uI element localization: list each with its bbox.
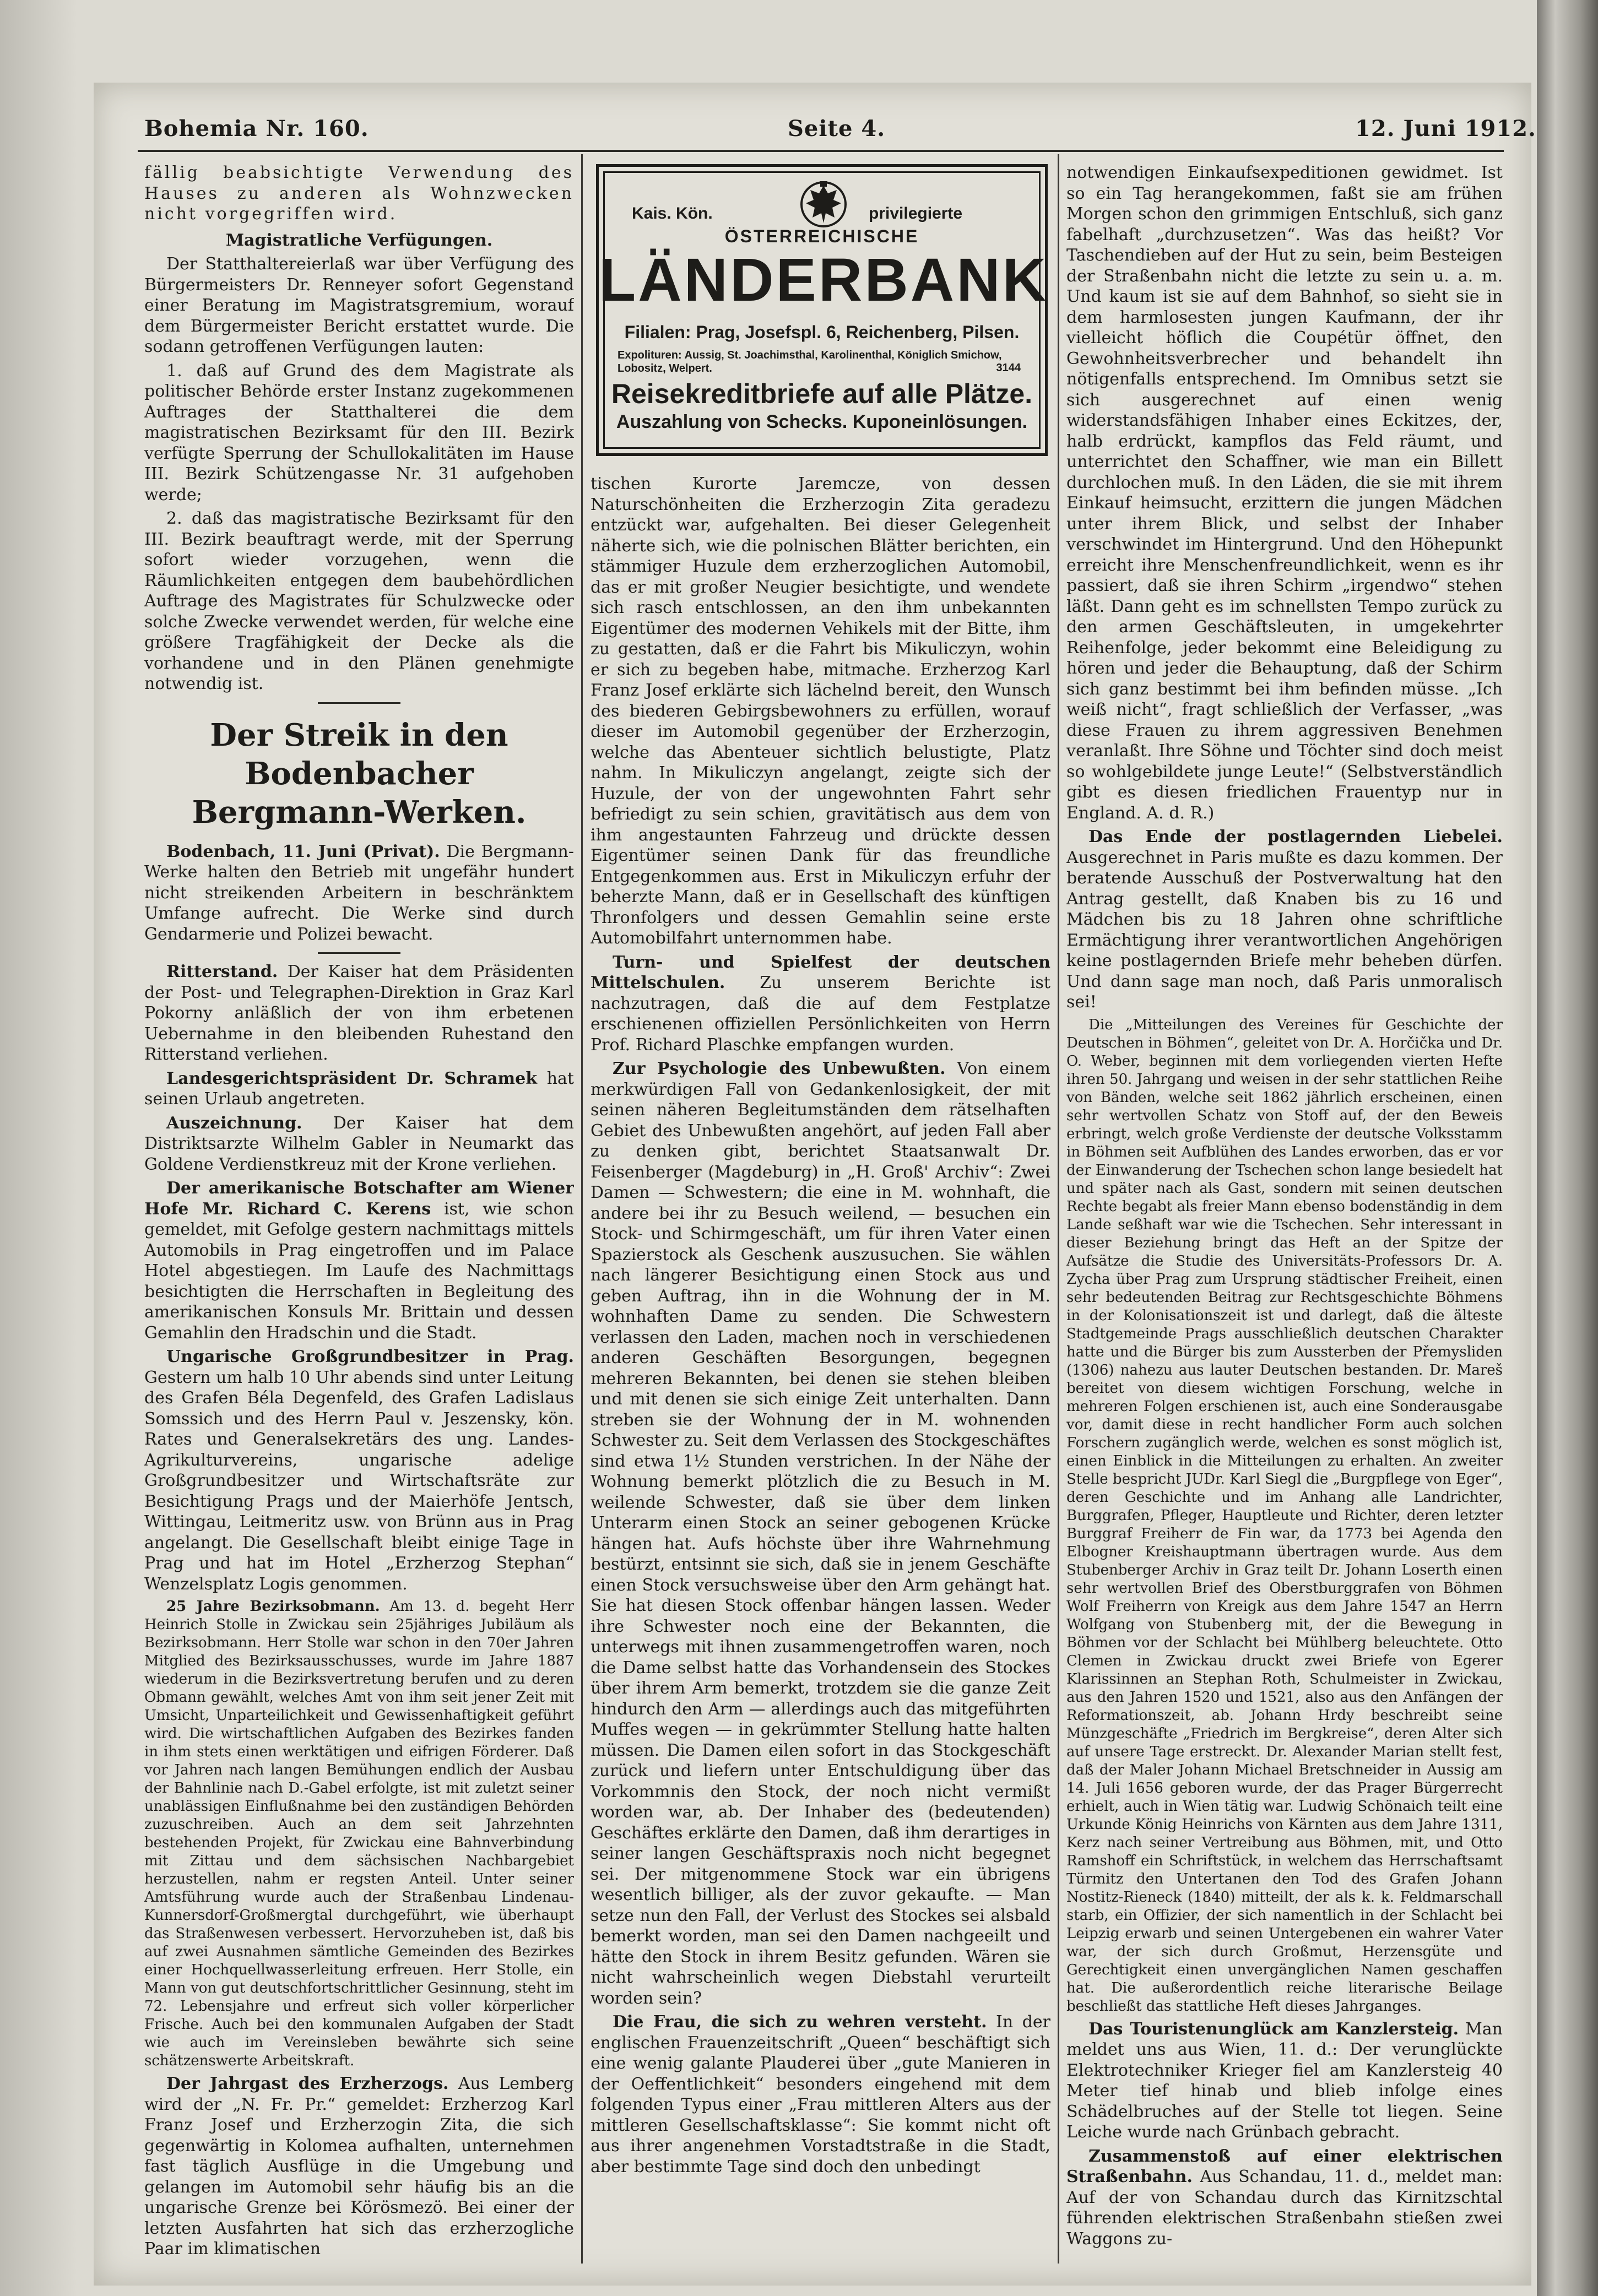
- running-head-page: Seite 4.: [788, 116, 886, 142]
- article-lead: Landesgerichtspräsident Dr. Schramek: [166, 1068, 537, 1088]
- ad-subline: Auszahlung von Schecks. Kuponeinlösungen.: [616, 411, 1028, 432]
- ad-bank-kind: ÖSTERREICHISCHE: [724, 226, 919, 246]
- article-body: Ausgerechnet in Paris mußte es dazu kommen. Der beratende Ausschuß der Postverwaltung hat den Antrag gestellt, daß Knaben bis zu 16 und Mädchen bis zu 18 Jahren ohne schriftliche Ermächtigung ihrer verantwortlichen Angehörigen keine postlagernden Briefe mehr beheben dürfen. Und dann sage man noch, daß Paris unmoralisch sei!: [1066, 848, 1503, 1012]
- headline: [144, 716, 574, 832]
- article-lead: Bodenbach, 11. Juni (Privat).: [166, 842, 440, 861]
- article-text: [144, 1178, 574, 1343]
- article-text: fällig beabsichtigte Verwendung des Hauses zu anderen als Wohnzwecken nicht vorgegriffen wird.: [144, 163, 574, 224]
- article-text: tischen Kurorte Jaremcze, von dessen Naturschönheiten die Erzherzogin Zita geradezu entzückt war, aufgehalten. Bei dieser Gelegenheit näherte sich, wie die polnischen Blätter berichten, ein stämmiger Huzule dem erzherzoglichen Automobil, das er mit großer Neugier besichtigte, und wendete sich rasch entschlossen, an den ihm unbekannten Eigentümer des modernen Vehikels mit der Bitte, ihm zu gestatten, daß er die Fahrt bis Mikuliczyn, wohin er sich zu begeben habe, mitmache. Erzherzog Karl Franz Josef erklärte sich lächelnd bereit, den Wunsch des biederen Gebirgsbewohners zu erfüllen, worauf dieser im Automobil gegenüber der Erzherzogin, welche das Abenteuer sichtlich belustigte, Platz nahm. In Mikuliczyn angelangt, zeigte sich der Huzule, der von der ungewohnten Fahrt sehr befriedigt zu sein schien, gravitätisch aus dem von ihm angestaunten Fahrzeug und drückte dessen Eigentümer seinen Dank für das freundliche Entgegenkommen aus. Erst in Mikuliczyn erfuhr der beherzte Mann, daß er in Gesellschaft des künftigen Thronfolgers und dessen Gemahlin seine erste Automobilfahrt unternommen habe.: [591, 474, 1050, 948]
- ad-expositures: Expolituren: Aussig, St. Joachimsthal, Karolinenthal, Königlich Smichow, Lobositz, Welpert.: [617, 349, 1002, 374]
- article-text: Die „Mitteilungen des Vereines für Geschichte der Deutschen in Böhmen“, geleitet von Dr. A. Horčička und Dr. O. Weber, beginnen mit dem vorliegenden vierten Hefte ihren 50. Jahrgang und weisen in der sehr stattlichen Reihe von Bänden, welche seit 1862 jährlich erscheinen, einen sehr wertvollen Schatz von Stoff auf, der den Beweis erbringt, welch große Verdienste der deutsche Volksstamm in Böhmen seit Aufblühen des Landes erworben, das er vor der Einwanderung der Tschechen schon lange besiedelt hat und später nach als Gast, sondern mit seinen deutschen Rechte begabt als freier Mann ebenso bodenständig in dem Lande seßhaft war wie die Tschechen. Sehr interessant in dieser Beziehung bringt das Heft an der Spitze der Aufsätze die Studie des Universitäts-Professors Dr. A. Zycha über Prag zum Ursprung städtischer Freiheit, einen sehr bedeutenden Beitrag zur Rechtsgeschichte Böhmens in der Kolonisationszeit ist und darlegt, daß die älteste Stadtgemeinde Prags ausschließlich deutschen Charakter hatte und die Bürger bis zum Aussterben der Přemysliden (1306) nahezu aus lauter Deutschen bestanden. Dr. Mareš bereitet von diesem wichtigen Forschung, welche in mehreren Folgen erschienen ist, auch eine Sonderausgabe vor, damit diese in recht handlicher Form auch solchen Forschern zugänglich werde, welchen es sonst möglich ist, einen Einblick in die Mitteilungen zu erhalten. An zweiter Stelle bespricht JUDr. Karl Siegl die „Burgpflege von Eger“, deren Geschichte und im Anhang alle Landrichter, Burggrafen, Pfleger, Hauptleute und Richter, deren letzter Burggraf Freiherr de Fin war, da 1773 bei Agenda den Elbogner Kreishauptmann übertragen wurde. Aus dem Stubenberger Archiv in Graz teilt Dr. Johann Loserth einen sehr wertvollen Brief des Oberstburggrafen von Böhmen Wolf Freiherrn von Kreigk aus dem Jahre 1547 an Herrn Wolfgang von Stubenberg mit, der die Bewegung in Böhmen vor der Schlacht bei Mühlberg beleuchtete. Otto Clemen in Zwickau druckt zwei Briefe von Egerer Klarissinnen an Stephan Roth, Schulmeister in Zwickau, aus den Jahren 1520 und 1521, also aus den Anfängen der Reformationszeit, ab. Johann Hrdy beschreibt seine Münzgeschäfte „Friedrich im Bergkreise“, deren Alter sich auf unsere Tage erstreckt. Dr. Alexander Marian stellt fest, daß der Maler Johann Michael Bretschneider in Aussig am 14. Juli 1656 geboren wurde, der das Prager Bürgerrecht erhielt, auch in Wien tätig war. Ludwig Schönaich teilt eine Urkunde König Heinrichs von Kärnten aus dem Jahre 1311, Kerz nach seiner Vertreibung aus Böhmen, mit, und Otto Ramshoff ein Schriftstück, in welchem das Herrschaftsamt Türmitz den Untertanen den Tod des Grafen Johann Nostitz-Rieneck (1840) mitteilt, der als k. k. Feldmarschall starb, ein Offizier, der sich namentlich in der Schlacht bei Leipzig erwarb und seinen Untergebenen ein wahrer Vater war, der sich durch Großmut, Herzensgüte und Gerechtigkeit einen unvergänglichen Namen geschaffen hat. Die außerordentlich reiche literarische Beilage beschließt das stattliche Heft dieses Jahrganges.: [1066, 1016, 1503, 2015]
- article-lead: Ungarische Großgrundbesitzer in Prag.: [166, 1347, 574, 1366]
- article-text: [591, 1059, 1050, 2009]
- article-lead: Die Frau, die sich zu wehren versteht.: [613, 2012, 987, 2032]
- article-lead: Zur Psychologie des Unbewußten.: [613, 1059, 946, 1078]
- ad-slogan: Reisekreditbriefe auf alle Plätze.: [611, 378, 1033, 409]
- article-text: notwendigen Einkaufsexpeditionen gewidmet. Ist so ein Tag herangekommen, faßt sie am frühen Morgen schon den grimmigen Entschluß, sich ganz fabelhaft „durchzusetzen“. Was das heißt? Vor Taschendieben auf der Hut zu sein, beim Besteigen der Straßenbahn nicht die letzte zu sein u. a. m. Und kaum ist sie auf dem Bahnhof, so sieht sie in dem harmlosesten jungen Kaufmann, der ihr vielleicht höflich die Coupétür öffnet, den Gewohnheitsverbrecher und behandelt ihn nötigenfalls entsprechend. Im Omnibus setzt sie sich ausgerechnet auf einen wenig widerstandsfähigen Inhaber eines Eckitzes, der, halb erdrückt, kampflos das Feld räumt, und unterrichtet den Schaffner, wie man ein Billett durchlochen muß. In den Läden, die sie mit ihrem Einkauf heimsucht, erzittern die jungen Mädchen unter ihrem Blick, und selbst der Inhaber verschwindet im Hintergrund. Und den Höhepunkt erreicht ihre Menschenfreundlichkeit, wenn es ihr passiert, daß sie ihren Schirm „irgendwo“ stehen läßt. Dann geht es im schnellsten Tempo zurück zu den armen Geschäftsleuten, in umgekehrter Reihenfolge, jeder bekommt eine Beleidigung zu hören und jeder die Behauptung, daß der Schirm sich ganz bestimmt bei ihm befinden müsse. „Ich weiß nicht“, fragt schließlich der Verfasser, „was diese Frauen zu ihrem aggressiven Benehmen veranlaßt. Ihre Söhne und Töchter sind doch meist so wohlgebildete junge Leute!“ (Selbstverständlich gibt es diesen friedlichen Frauentyp nur in England. A. d. R.): [1066, 163, 1503, 823]
- scan-margin-shadow: [0, 0, 77, 2296]
- article-text: 2. daß das magistratische Bezirksamt für den III. Bezirk beauftragt werde, mit der Sperrung sofort wieder vorzugehen, wenn die Räumlichkeiten entgegen dem baubehördlichen Auftrage des Magistrates für Schulzwecke oder solche Zwecke verwendet werden, für welche eine größere Tragfähigkeit der Decke als die vorhandene und in den Plänen genehmigte notwendig ist.: [144, 509, 574, 693]
- separator: [318, 702, 400, 704]
- column-rule: [581, 154, 583, 2264]
- article-body: Zu unserem Berichte ist nachzutragen, daß die auf dem Festplatze erschienenen offiziellen Persönlichkeiten von Herrn Prof. Richard Plaschke empfangen wurden.: [591, 973, 1050, 1055]
- article-lead: Das Touristenunglück am Kanzlersteig.: [1088, 2019, 1459, 2039]
- article-text: [591, 952, 1050, 1056]
- article-text: [144, 1347, 574, 1594]
- double-eagle-icon: [798, 179, 849, 230]
- article-body: In der englischen Frauenzeitschrift „Queen“ beschäftigt sich eine wenig galante Plauderei über „gute Manieren in der Oeffentlichkeit“ besonders eingehend mit dem folgenden Typus einer „Frau mittleren Alters aus der mittleren Gesellschaftsklasse“: Sie kommt nicht oft aus ihrer angenehmen Vorstadtstraße in die Stadt, aber bestimmte Tage sind doch den unbedingt: [591, 2012, 1050, 2176]
- headline-line-2: Bergmann-Werken.: [192, 794, 527, 831]
- article-lead: Turn- und Spielfest der deutschen Mittelschulen.: [591, 952, 1050, 992]
- column-3: [1066, 162, 1503, 2266]
- article-lead: 25 Jahre Bezirksobmann.: [166, 1598, 380, 1615]
- laenderbank-advertisement: [596, 164, 1048, 456]
- article-lead: Der Jahrgast des Erzherzogs.: [166, 2074, 449, 2093]
- article-text: [144, 1113, 574, 1175]
- ad-branches: Filialen: Prag, Josefspl. 6, Reichenberg, Pilsen.: [624, 322, 1020, 342]
- article-lead: Auszeichnung.: [166, 1113, 302, 1133]
- article-text: [144, 842, 574, 945]
- article-body: Aus Lemberg wird der „N. Fr. Pr.“ gemeldet: Erzherzog Karl Franz Josef und Erzherzogin Zita, die sich gegenwärtig in Kolomea aufhalten, unternehmen fast täglich Ausflüge in die Umgebung und gelangen im Automobil sehr häufig bis an die ungarische Grenze bei Körösmezö. Bei einer der letzten Ausfahrten hat sich das erzherzogliche Paar im klimatischen: [144, 2074, 574, 2259]
- article-text: 1. daß auf Grund des dem Magistrate als politischer Behörde erster Instanz zugekommenen Auftrages der Statthalterei die dem magistratischen Bezirksamt für den III. Bezirk verfügte Sperrung der Schullokalitäten im Hause III. Bezirk Schützengasse Nr. 31 aufgehoben werde;: [144, 361, 574, 504]
- column-rule: [1058, 154, 1059, 2264]
- ad-bank-name: LÄNDERBANK: [599, 246, 1049, 314]
- article-text: [1066, 2146, 1503, 2250]
- ad-privileged-right: privilegierte: [869, 204, 963, 222]
- article-text: [144, 1068, 574, 1110]
- ad-code: 3144: [996, 362, 1021, 374]
- running-head-date: 12. Juni 1912.: [1355, 116, 1536, 142]
- article-body: Am 13. d. begeht Herr Heinrich Stolle in Zwickau sein 25jähriges Jubiläum als Bezirksobmann. Herr Stolle war schon in den 70er Jahren Mitglied des Bezirksausschusses, wurde im Jahre 1887 wiederum in die Bezirksvertretung berufen und zu deren Obmann gewählt, welches Amt von ihm seit jener Zeit mit Umsicht, Unparteilichkeit und Gewissenhaftigkeit geführt wird. Die wirtschaftlichen Aufgaben des Bezirkes fanden in ihm stets einen werktätigen und eifrigen Förderer. Daß vor Jahren nach langen Bemühungen endlich der Ausbau der Bahnlinie nach D.-Gabel erfolgte, ist mit zuletzt seiner unablässigen Einflußnahme bei den zuständigen Behörden zuzuschreiben. Auch an dem seit Jahrzehnten bestehenden Projekt, für Zwickau eine Bahnverbindung mit Zittau und dem sächsischen Nachbargebiet herzustellen, nahm er regsten Anteil. Unter seiner Amtsführung wurde auch der Straßenbau Lindenau-Kunnersdorf-Großmergtal durchgeführt, wie überhaupt das Straßenwesen verbessert. Hervorzuheben ist, daß bis auf zwei Ausnahmen sämtliche Gemeinden des Bezirkes einer Hochquellwasserleitung erfreuen. Herr Stolle, ein Mann von gut deutschfortschrittlicher Gesinnung, steht im 72. Lebensjahre und erfreut sich voller körperlicher Frische. Auch bei den kommunalen Aufgaben der Stadt wie auch im Vereinsleben bewährte sich seine schätzenswerte Arbeitskraft.: [144, 1598, 574, 2069]
- article-text: [1066, 827, 1503, 1013]
- article-body: Gestern um halb 10 Uhr abends sind unter Leitung des Grafen Béla Degenfeld, des Grafen Ladislaus Somssich und des Herrn Paul v. Jeszensky, kön. Rates und Generalsekretärs des ung. Landes-Agrikulturvereins, ungarische adelige Großgrundbesitzer und Wirtschaftsräte zur Besichtigung Prags und der Maierhöfe Jentsch, Wittingau, Leitmeritz usw. von Brünn aus in Prag angelangt. Die Gesellschaft bleibt einige Tage in Prag und hat im Hotel „Erzherzog Stephan“ Wenzelsplatz Logis genommen.: [144, 1367, 574, 1594]
- column-1: [144, 162, 574, 2266]
- column-2: [591, 474, 1050, 2266]
- headline-line-1: Der Streik in den Bodenbacher: [210, 717, 508, 792]
- ad-privileged-left: Kais. Kön.: [632, 204, 713, 222]
- article-body: Der Kaiser hat dem Präsidenten der Post- und Telegraphen-Direktion in Graz Karl Pokorny anläßlich der von ihm erbetenen Uebernahme in den bleibenden Ruhestand den Ritterstand verliehen.: [144, 962, 574, 1064]
- article-body: ist, wie schon gemeldet, mit Gefolge gestern nachmittags mittels Automobils in Prag eingetroffen und im Palace Hotel abgestiegen. Im Laufe des Nachmittags besichtigten die Herrschaften in Begleitung des amerikanischen Konsuls Mr. Brittain und dessen Gemahlin den Hradschin und die Stadt.: [144, 1199, 574, 1343]
- article-body: hat seinen Urlaub angetreten.: [144, 1068, 574, 1109]
- article-text: [144, 962, 574, 1065]
- header-rule: [138, 150, 1504, 152]
- article-text: Der Statthaltereierlaß war über Verfügung des Bürgermeisters Dr. Renneyer sofort Gegenstand einer Beratung im Magistratsgremium, worauf dem Bürgermeister Bericht erstattet wurde. Die sodann getroffenen Verfügungen lauten:: [144, 254, 574, 356]
- article-lead: Das Ende der postlagernden Liebelei.: [1088, 827, 1503, 846]
- article-body: Die Bergmann-Werke halten den Betrieb mit ungefähr hundert nicht streikenden Arbeitern in beschränktem Umfange aufrecht. Die Werke sind durch Gendarmerie und Polizei bewacht.: [144, 842, 574, 944]
- article-text: [1066, 2019, 1503, 2143]
- article-lead: Der amerikanische Botschafter am Wiener Hofe Mr. Richard C. Kerens: [144, 1179, 574, 1219]
- article-text: [144, 2074, 574, 2260]
- article-lead: Ritterstand.: [166, 962, 278, 981]
- article-body: Aus Schandau, 11. d., meldet man: Auf der von Schandau durch das Kirnitzschtal führenden elektrischen Straßenbahn stießen zwei Waggons zu-: [1066, 2167, 1503, 2249]
- article-lead: Zusammenstoß auf einer elektrischen Straßenbahn.: [1066, 2146, 1503, 2186]
- article-body: Der Kaiser hat dem Distriktsarzte Wilhelm Gabler in Neumarkt das Goldene Verdienstkreuz mit der Krone verliehen.: [144, 1113, 574, 1174]
- separator: [318, 952, 400, 954]
- running-head-paper: Bohemia Nr. 160.: [144, 116, 369, 142]
- article-body: Man meldet uns aus Wien, 11. d.: Der verunglückte Elektrotechniker Krieger fiel am Kanzlersteig 40 Meter tief hinab und blieb infolge eines Schädelbruches auf der Stelle tot liegen. Seine Leiche wurde nach Grünbach gebracht.: [1066, 2019, 1503, 2142]
- next-page-edge: [1537, 0, 1598, 2296]
- article-heading: Magistratliche Verfügungen.: [225, 230, 493, 250]
- article-text: [144, 1598, 574, 2070]
- article-body: Von einem merkwürdigen Fall von Gedankenlosigkeit, der mit seinen näheren Begleitumständen dem rätselhaften Gebiet des Unbewußten angehört, auf jeden Fall aber zu denken gibt, berichtet Staatsanwalt Dr. Feisenberger (Magdeburg) in „H. Groß' Archiv“: Zwei Damen — Schwestern; die eine in M. wohnhaft, die andere bei ihr zu Besuch weilend, — besuchen ein Stock- und Schirmgeschäft, um für ihren Vater einen Spazierstock als Geschenk auszusuchen. Sie wählen nach längerer Besichtigung einen Stock aus und geben Auftrag, ihn in die Wohnung der in M. wohnhaften Dame zu senden. Die Schwestern verlassen den Laden, machen noch in verschiedenen anderen Geschäften Besorgungen, begegnen mehreren Bekannten, bei denen sie stehen bleiben und mit denen sie sich einige Zeit unterhalten. Dann streben sie der Wohnung der in M. wohnenden Schwester zu. Seit dem Verlassen des Stockgeschäftes sind etwa 1½ Stunden verstrichen. In der Nähe der Wohnung bemerkt plötzlich die zu Besuch in M. weilende Schwester, daß sie über dem linken Unterarm einen Stock an seiner gebogenen Krücke hängen hat. Aufs höchste über ihre Wahrnehmung bestürzt, entsinnt sie sich, daß sie in jenem Geschäfte einen Stock versuchsweise über den Arm gehängt hat. Sie hat diesen Stock offenbar hängen lassen. Weder ihre Schwester noch eine der Bekannten, die unterwegs mit ihnen zusammengetroffen waren, noch die Dame selbst hatte das Vorhandensein des Stockes über ihrem Arm bemerkt, trotzdem sie die ganze Zeit hindurch den Arm — allerdings auch das mitgeführten Muffes wegen — in gekrümmter Stellung hatte halten müssen. Die Damen eilen sofort in das Stockgeschäft zurück und liefern unter Entschuldigung über das Vorkommnis den Stock, der noch nicht vermißt worden war, ab. Der Inhaber des (bedeutenden) Geschäftes erklärte den Damen, daß ihm derartiges in seiner langen Geschäftspraxis noch nicht begegnet sei. Der mitgenommene Stock war ein übrigens wesentlich billiger, als der zuvor gekaufte. — Man setze nun den Fall, der Verlust des Stockes sei alsbald bemerkt worden, man sei den Damen nachgeeilt und hätte den Stock in ihrem Besitz gefunden. Wären sie nicht wahrscheinlich wegen Diebstahl verurteilt worden sein?: [591, 1059, 1050, 2008]
- article-text: [591, 2012, 1050, 2177]
